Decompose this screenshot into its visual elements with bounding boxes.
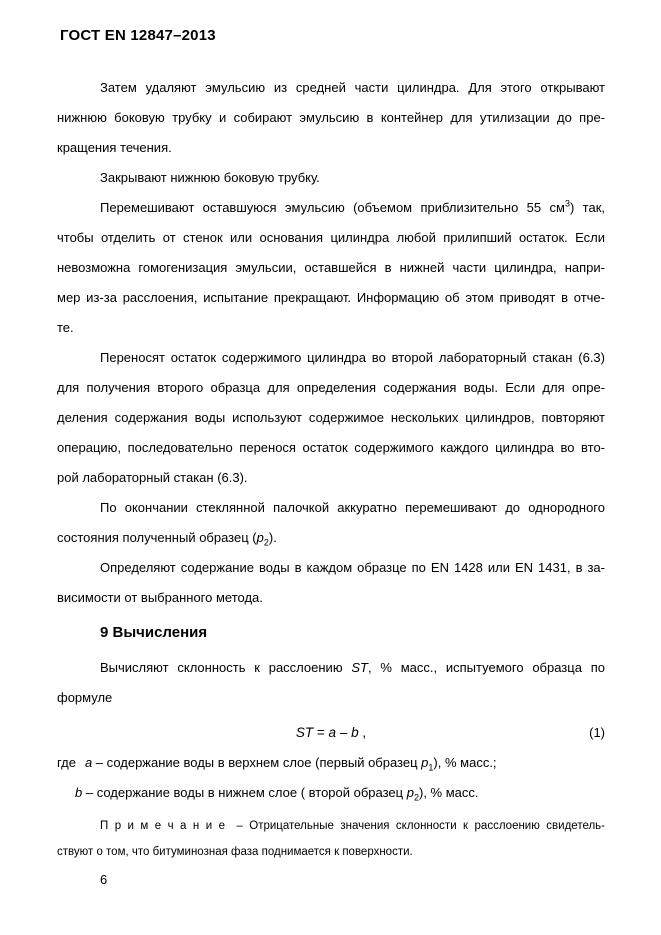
- paragraph-line-14: рой лабораторный стакан (6.3).: [57, 470, 248, 485]
- doc-header-title: ГОСТ EN 12847–2013: [60, 27, 216, 44]
- paragraph-line-12: деления содержания воды используют содержимое нескольких цилиндров, повторяют: [57, 410, 605, 425]
- where-line-b: [57, 778, 605, 808]
- paragraph-line-6: чтобы отделить от стенок или основания цилиндра любой прилипший остаток. Если: [57, 230, 605, 245]
- text-segment: Перемешивают оставшуюся эмульсию (объемом приблизительно 55 см: [100, 200, 565, 215]
- text-segment: состояния полученный образец (: [57, 530, 257, 545]
- subscript-2: 2: [413, 792, 419, 803]
- text-segment: ), % масс.;: [433, 755, 497, 770]
- note-label: П р и м е ч а н и е: [100, 820, 225, 832]
- paragraph-line-9: те.: [57, 320, 74, 335]
- paragraph-line-7: невозможна гомогенизация эмульсии, оставшейся в нижней части цилиндра, напри-: [57, 260, 605, 275]
- variable-b: b: [75, 785, 83, 800]
- note-line-2: ствуют о том, что битуминозная фаза поднимается к поверхности.: [57, 846, 413, 858]
- paragraph-line-13: операцию, последовательно перенося остаток содержимого каждого цилиндра во вто-: [57, 440, 605, 455]
- paragraph-line-17: Определяют содержание воды в каждом образце по EN 1428 или EN 1431, в за-: [100, 560, 605, 575]
- text-segment: – содержание воды в верхнем слое (первый образец: [92, 755, 422, 770]
- text-segment: , % масс., испытуемого образца по: [367, 660, 605, 675]
- where-line-a: [57, 748, 605, 778]
- paragraph-line-20: формуле: [57, 690, 113, 705]
- variable-p: p: [421, 755, 429, 770]
- formula: [57, 718, 605, 748]
- document-body: [57, 73, 605, 895]
- text-segment: ), % масс.: [418, 785, 479, 800]
- paragraph-line-4: Закрывают нижнюю боковую трубку.: [100, 170, 320, 185]
- paragraph-line-8: мер из-за расслоения, испытание прекращают. Информацию об этом приводят в отче-: [57, 290, 605, 305]
- formula-equals: =: [313, 725, 329, 740]
- note-block: [57, 813, 605, 865]
- page-number: 6: [100, 872, 108, 887]
- paragraph-line-5: [57, 193, 605, 223]
- paragraph-line-11: для получения второго образца для определения содержания воды. Если для опре-: [57, 380, 605, 395]
- paragraph-line-1: Затем удаляют эмульсию из средней части цилиндра. Для этого открывают: [100, 80, 605, 95]
- paragraph-line-19: [57, 653, 605, 683]
- subscript-1: 1: [428, 762, 434, 773]
- subscript-2: 2: [263, 537, 269, 548]
- section-heading: 9 Вычисления: [100, 624, 208, 641]
- paragraph-line-3: кращения течения.: [57, 140, 172, 155]
- variable-st: ST: [351, 660, 368, 675]
- text-segment: ).: [268, 530, 277, 545]
- formula-comma: ,: [358, 725, 367, 740]
- formula-var-st: ST: [295, 725, 314, 740]
- text-segment: ) так,: [569, 200, 605, 215]
- formula-expression: [296, 725, 366, 740]
- text-segment: Вычисляют склонность к расслоению: [100, 660, 352, 675]
- variable-p: p: [406, 785, 414, 800]
- paragraph-line-16: [57, 523, 605, 553]
- formula-minus: –: [336, 725, 352, 740]
- paragraph-line-18: висимости от выбранного метода.: [57, 590, 263, 605]
- note-line-1: [57, 813, 605, 839]
- formula-var-b: b: [351, 725, 359, 740]
- text-segment: – Отрицательные значения склонности к расслоению свидетель-: [229, 820, 605, 832]
- superscript-3: 3: [564, 198, 570, 209]
- formula-var-a: a: [328, 725, 337, 740]
- paragraph-line-10: Переносят остаток содержимого цилиндра во второй лабораторный стакан (6.3): [100, 350, 605, 365]
- formula-number: (1): [589, 725, 605, 740]
- variable-a: a: [84, 755, 93, 770]
- variable-p: p: [256, 530, 264, 545]
- paragraph-line-2: нижнюю боковую трубку и собирают эмульсию в контейнер для утилизации до пре-: [57, 110, 605, 125]
- where-keyword: где: [57, 755, 76, 770]
- text-segment: – содержание воды в нижнем слое ( второй образец: [82, 785, 407, 800]
- paragraph-line-15: По окончании стеклянной палочкой аккуратно перемешивают до однородного: [100, 500, 605, 515]
